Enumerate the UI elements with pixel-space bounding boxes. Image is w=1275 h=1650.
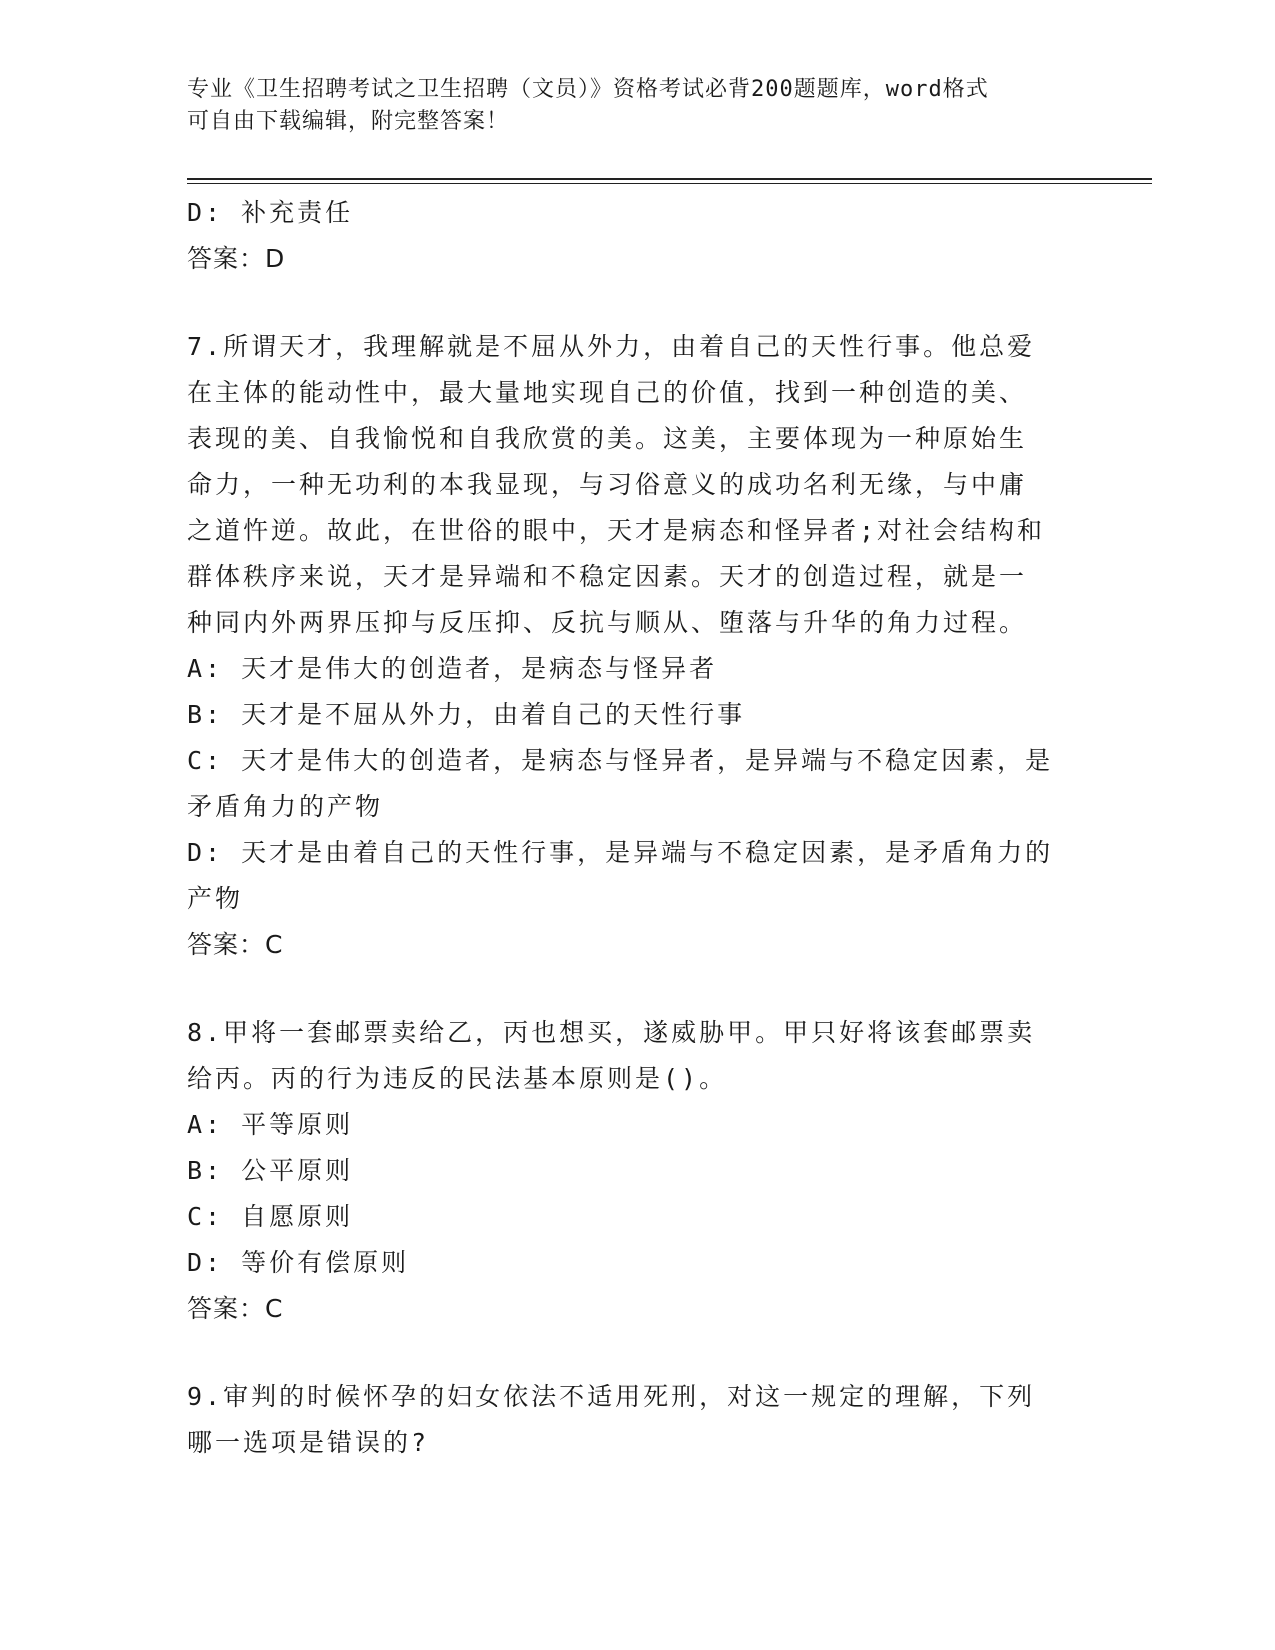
- document-body: [187, 190, 1087, 1466]
- question-9: [187, 1374, 1087, 1466]
- answer-line: 答案：C: [187, 930, 284, 959]
- option-d: D: 补充责任: [187, 198, 354, 227]
- option-d: D: 等价有偿原则: [187, 1248, 410, 1277]
- question-text-line: 在主体的能动性中，最大量地实现自己的价值，找到一种创造的美、: [187, 378, 1028, 407]
- option-b: B: 天才是不屈从外力，由着自己的天性行事: [187, 700, 746, 729]
- answer-line: 答案：C: [187, 1294, 284, 1323]
- question-text-line: 哪一选项是错误的?: [187, 1428, 430, 1457]
- question-text-line: 8.甲将一套邮票卖给乙，丙也想买，遂威胁甲。甲只好将该套邮票卖: [187, 1018, 1036, 1047]
- question-text-line: 群体秩序来说，天才是异端和不稳定因素。天才的创造过程，就是一: [187, 562, 1028, 591]
- option-a: A: 平等原则: [187, 1110, 354, 1139]
- answer-line: 答案：D: [187, 244, 286, 273]
- question-text-line: 给丙。丙的行为违反的民法基本原则是()。: [187, 1064, 728, 1093]
- question-text-line: 9.审判的时候怀孕的妇女依法不适用死刑，对这一规定的理解，下列: [187, 1382, 1036, 1411]
- option-b: B: 公平原则: [187, 1156, 354, 1185]
- header-line-2: 可自由下载编辑，附完整答案！: [187, 109, 510, 134]
- question-text-line: 表现的美、自我愉悦和自我欣赏的美。这美，主要体现为一种原始生: [187, 424, 1028, 453]
- spacer: [187, 282, 1087, 324]
- option-c: C: 天才是伟大的创造者，是病态与怪异者，是异端与不稳定因素，是: [187, 746, 1054, 775]
- question-text-line: 命力，一种无功利的本我显现，与习俗意义的成功名利无缘，与中庸: [187, 470, 1028, 499]
- previous-question-tail: [187, 190, 1087, 282]
- question-text-line: 7.所谓天才，我理解就是不屈从外力，由着自己的天性行事。他总爱: [187, 332, 1036, 361]
- header-divider-thick: [187, 178, 1152, 180]
- header-divider-thin: [187, 183, 1152, 184]
- option-d-continued: 产物: [187, 884, 244, 913]
- option-d: D: 天才是由着自己的天性行事，是异端与不稳定因素，是矛盾角力的: [187, 838, 1054, 867]
- document-header: [187, 74, 1087, 138]
- question-text-line: 之道忤逆。故此，在世俗的眼中，天才是病态和怪异者;对社会结构和: [187, 516, 1046, 545]
- spacer: [187, 1332, 1087, 1374]
- option-a: A: 天才是伟大的创造者，是病态与怪异者: [187, 654, 718, 683]
- option-c-continued: 矛盾角力的产物: [187, 792, 384, 821]
- question-text-line: 种同内外两界压抑与反压抑、反抗与顺从、堕落与升华的角力过程。: [187, 608, 1028, 637]
- question-8: [187, 1010, 1087, 1332]
- header-line-1: 专业《卫生招聘考试之卫生招聘（文员）》资格考试必背200题题库，word格式: [187, 77, 989, 102]
- option-c: C: 自愿原则: [187, 1202, 354, 1231]
- question-7: [187, 324, 1087, 968]
- spacer: [187, 968, 1087, 1010]
